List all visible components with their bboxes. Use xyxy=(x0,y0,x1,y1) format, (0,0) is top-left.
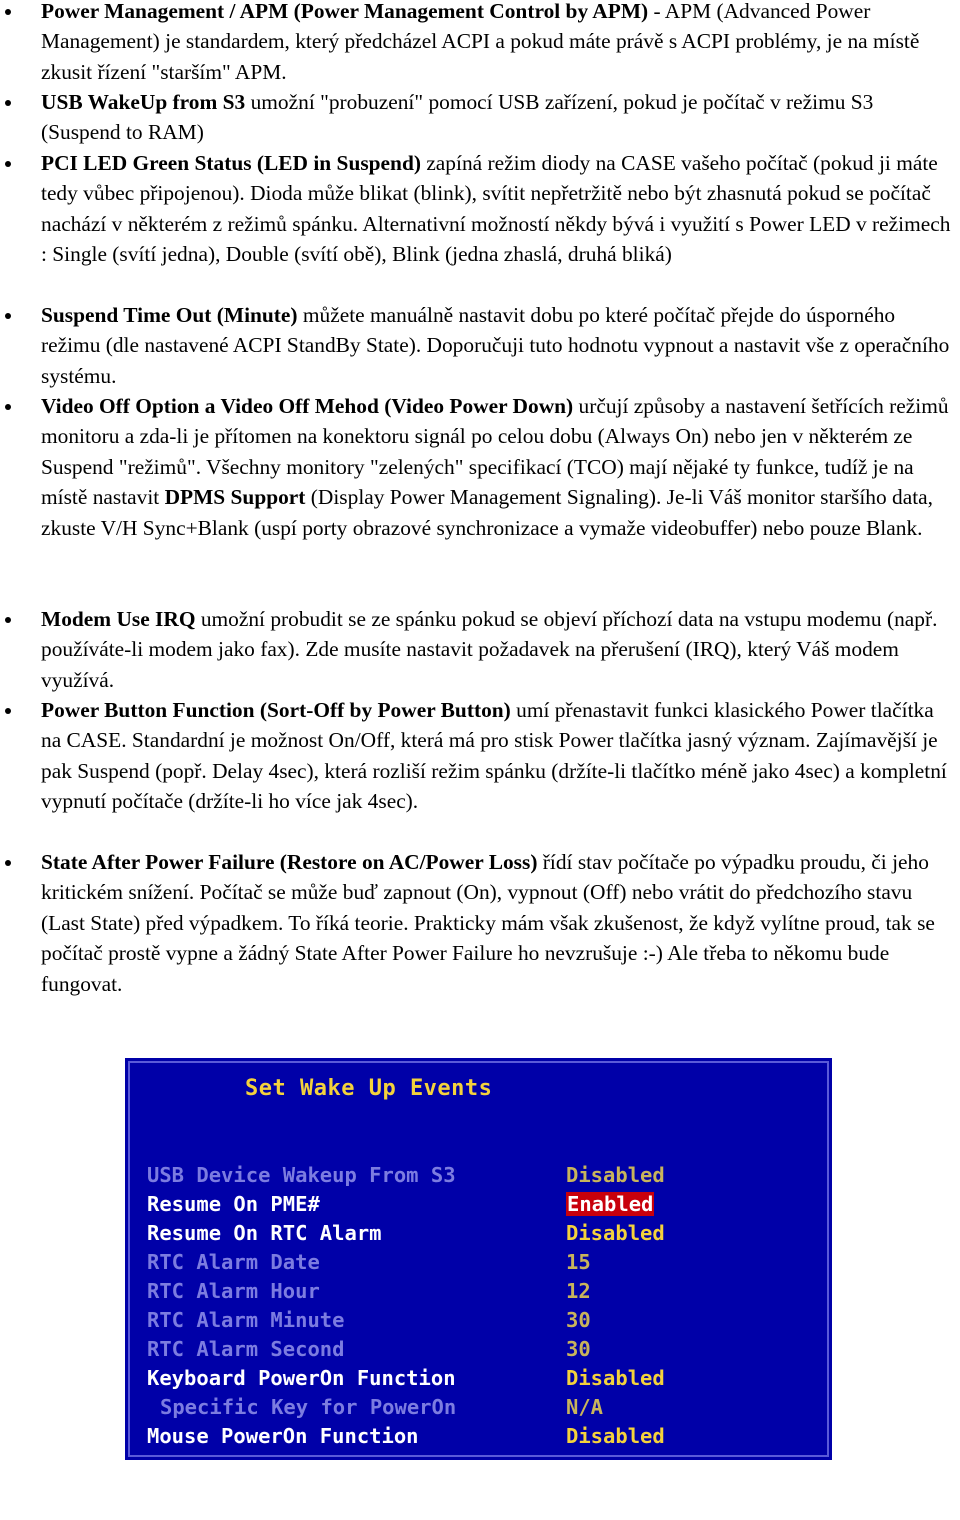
bios-title: Set Wake Up Events xyxy=(245,1076,493,1101)
bullet-icon xyxy=(5,860,11,866)
bios-setting-value: Disabled xyxy=(566,1424,665,1448)
bullet-icon xyxy=(5,617,11,623)
list-item xyxy=(0,695,956,817)
bios-row[interactable] xyxy=(125,1424,832,1453)
bios-setting-label: Resume On RTC Alarm xyxy=(147,1221,382,1245)
bullet-icon xyxy=(5,161,11,167)
bios-setting-label: RTC Alarm Second xyxy=(147,1337,345,1361)
item-description: umožní "probuzení" pomocí USB zařízení, pokud je počítač v režimu S3 (Suspend to RAM) xyxy=(41,90,874,145)
bios-row[interactable] xyxy=(125,1366,832,1395)
bios-row[interactable] xyxy=(125,1395,832,1424)
bios-setting-label: RTC Alarm Minute xyxy=(147,1308,345,1332)
item-term: Power Management / APM (Power Management Control by APM) xyxy=(41,0,649,23)
list-item xyxy=(0,87,956,148)
item-description: můžete manuálně nastavit dobu po které počítač přejde do úsporného režimu (dle nastavené ACPI StandBy State). Doporučuji tuto hodnotu vypnout a nastavit vše z operačního systému. xyxy=(41,303,950,388)
bios-setting-label: USB Device Wakeup From S3 xyxy=(147,1163,456,1187)
item-description-secondary: (Display Power Management Signaling). Je-li Váš monitor staršího data, zkuste V/H Sync+Blank (uspí porty obrazové synchronizace a vymaže videobuffer) nebo pouze Blank. xyxy=(41,485,933,540)
bios-setting-value: 12 xyxy=(566,1279,591,1303)
item-term-secondary: DPMS Support xyxy=(164,485,306,510)
bios-setting-value: Disabled xyxy=(566,1163,665,1187)
item-description: určují způsoby a nastavení šetřících režimů monitoru a zda-li je přítomen na konektoru signál po celou dobu (Always On) nebo jen v některém ze Suspend "režimů". Všechny monitory "zelených" specifikací (TCO) mají nějaké ty funkce, tudíž je na místě nastavit xyxy=(41,394,949,510)
item-description: umožní probudit se ze spánku pokud se objeví příchozí data na vstupu modemu (např. používáte-li modem jako fax). Zde musíte nastavit požadavek na přerušení (IRQ), který Váš modem využívá. xyxy=(41,607,938,692)
bios-setting-label: Resume On PME# xyxy=(147,1192,320,1216)
item-description: zapíná režim diody na CASE vašeho počítač (pokud ji máte tedy vůbec připojenou). Dioda může blikat (blink), svítit nepřetržitě nebo být zhasnutá pokud se počítač nachází v některém z režimů spánku. Alternativní možností někdy bývá i využití s Power LED v režimech : Single (svítí jedna), Double (svítí obě), Blink (jedna zhaslá, druhá bliká) xyxy=(41,151,951,267)
list-item xyxy=(0,300,956,391)
list-item xyxy=(0,847,956,999)
bios-setting-label: Mouse PowerOn Function xyxy=(147,1424,419,1448)
item-term: USB WakeUp from S3 xyxy=(41,90,246,114)
bullet-icon xyxy=(5,404,11,410)
bullet-icon xyxy=(5,100,11,106)
bios-row[interactable] xyxy=(125,1192,832,1221)
item-term: Power Button Function (Sort-Off by Power Button) xyxy=(41,698,511,722)
bios-setting-value: N/A xyxy=(566,1395,604,1419)
bios-row[interactable] xyxy=(125,1163,832,1192)
bios-setting-value: Disabled xyxy=(566,1221,665,1245)
bios-row[interactable] xyxy=(125,1308,832,1337)
bios-setting-label: RTC Alarm Hour xyxy=(147,1279,320,1303)
list-item xyxy=(0,604,956,695)
bullet-icon xyxy=(5,708,11,714)
bios-setting-label: Keyboard PowerOn Function xyxy=(147,1366,456,1390)
bios-setting-value: 15 xyxy=(566,1250,591,1274)
item-term: Modem Use IRQ xyxy=(41,607,196,631)
bios-setting-value: Disabled xyxy=(566,1366,665,1390)
bios-setting-label: Specific Key for PowerOn xyxy=(160,1395,457,1419)
bios-screenshot xyxy=(125,1058,832,1460)
item-term: PCI LED Green Status (LED in Suspend) xyxy=(41,151,421,175)
list-item xyxy=(0,0,956,87)
bullet-icon xyxy=(5,9,11,15)
list-item xyxy=(0,391,956,543)
item-term: Video Off Option a Video Off Mehod (Video Power Down) xyxy=(41,394,574,418)
bios-row[interactable] xyxy=(125,1337,832,1366)
bios-row[interactable] xyxy=(125,1250,832,1279)
bios-setting-value: 30 xyxy=(566,1308,591,1332)
item-description: - APM (Advanced Power Management) je standardem, který předcházel ACPI a pokud máte právě s ACPI problémy, je na místě zkusit řízení "starším" APM. xyxy=(41,0,920,84)
bullet-icon xyxy=(5,313,11,319)
item-description: řídí stav počítače po výpadku proudu, či jeho kritickém snížení. Počítač se může buď zapnout (On), vypnout (Off) nebo vrátit do předchozího stavu (Last State) před výpadkem. To říká teorie. Prakticky mám však zkušenost, že když vylítne proud, tak se počítač prostě vypne a žádný State After Power Failure ho nevzrušuje :-) Ale třeba to někomu bude fungovat. xyxy=(41,850,935,996)
bios-setting-value-selected[interactable]: Enabled xyxy=(567,1192,654,1216)
item-description: umí přenastavit funkci klasického Power tlačítka na CASE. Standardní je možnost On/Off, která má pro stisk Power tlačítka jasný význam. Zajímavější je pak Suspend (popř. Delay 4sec), která rozliší režim spánku (držíte-li tlačítko méně jako 4sec) a kompletní vypnutí počítače (držíte-li ho více jak 4sec). xyxy=(41,698,947,814)
item-term: State After Power Failure (Restore on AC/Power Loss) xyxy=(41,850,538,874)
bios-row[interactable] xyxy=(125,1279,832,1308)
bios-setting-value: 30 xyxy=(566,1337,591,1361)
bios-setting-label: RTC Alarm Date xyxy=(147,1250,320,1274)
list-item xyxy=(0,148,956,270)
item-term: Suspend Time Out (Minute) xyxy=(41,303,298,327)
bios-row[interactable] xyxy=(125,1221,832,1250)
